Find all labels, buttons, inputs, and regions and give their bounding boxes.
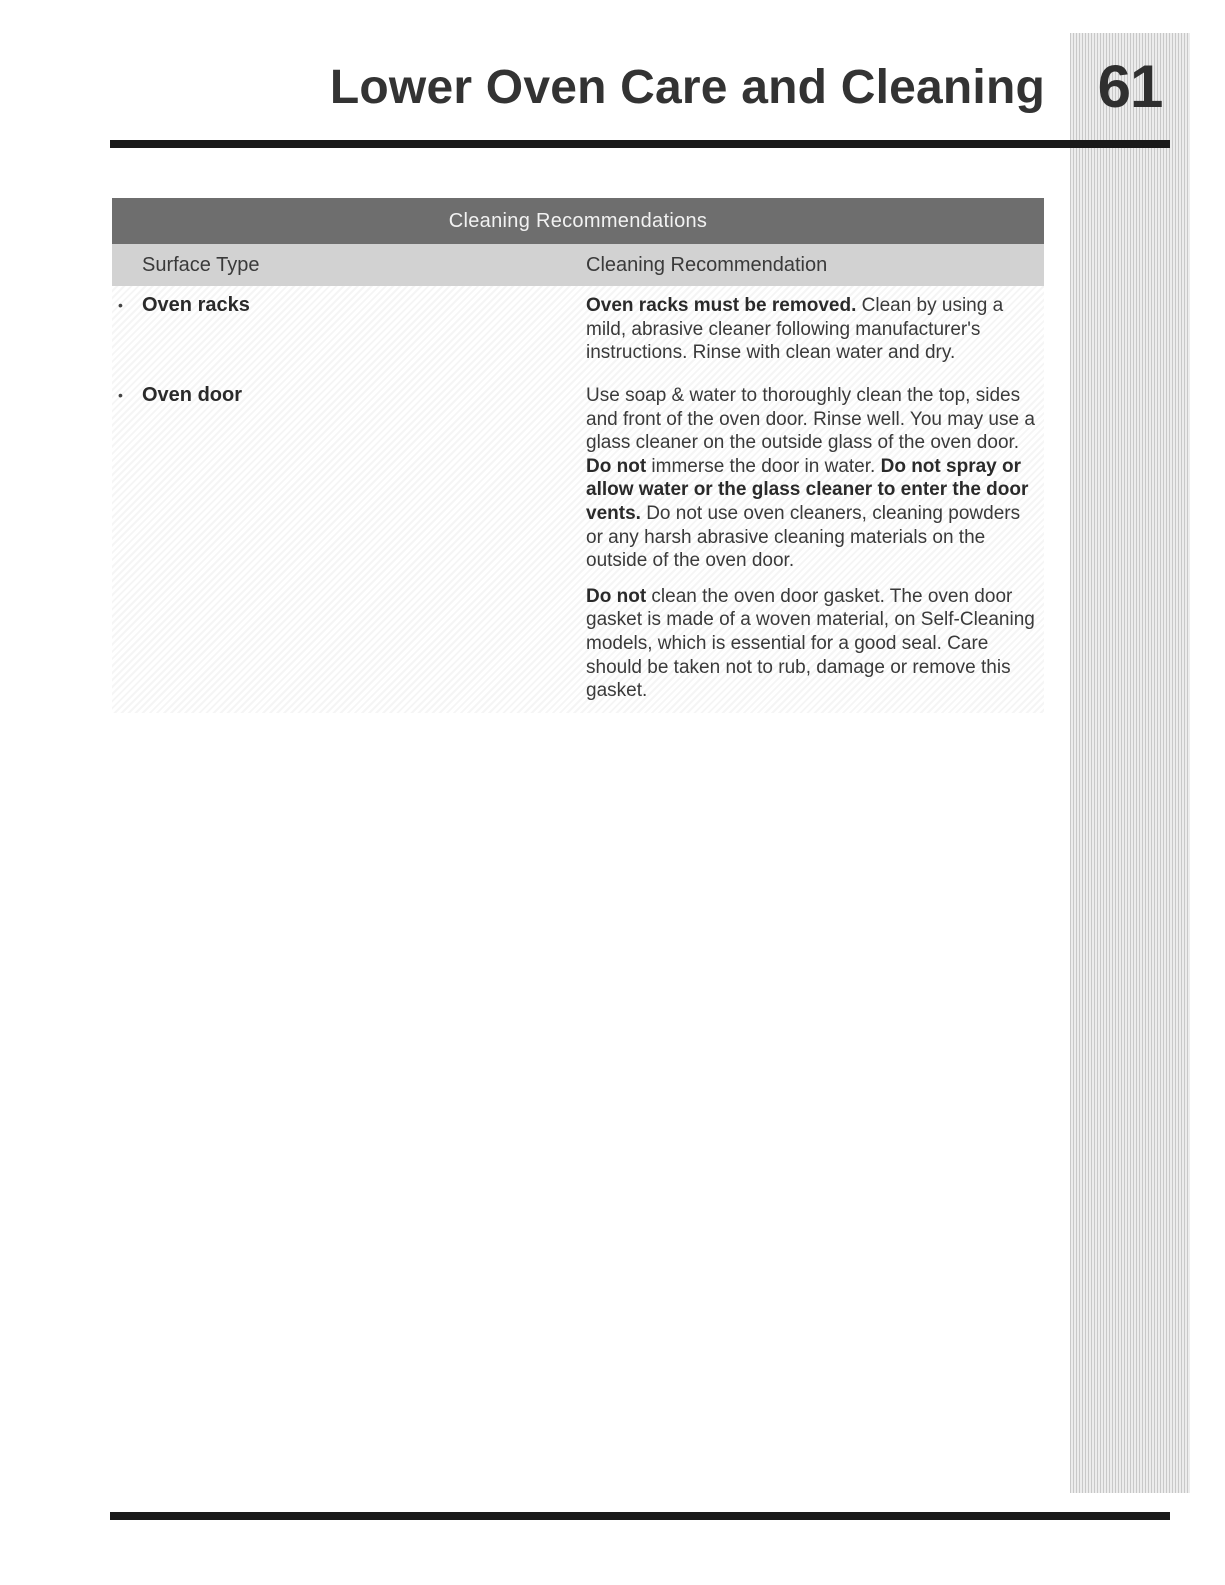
recommendation-paragraph: Do not clean the oven door gasket. The oven door gasket is made of a woven material, on Self-Cleaning models, which is essential for a good seal. Care should be taken not to rub, damage or remove this gasket. <box>586 585 1035 702</box>
recommendation-cell <box>586 384 1036 715</box>
header-surface-type: Surface Type <box>142 254 260 276</box>
bullet-icon: • <box>118 387 123 403</box>
table-title <box>112 198 1044 244</box>
bold-text: Do not spray or allow water or the glass cleaner to enter the door vents. <box>586 455 1029 524</box>
page-number: 61 <box>1097 52 1163 120</box>
recommendation-cell <box>586 294 1036 377</box>
surface-type-cell: Oven door <box>142 384 243 406</box>
table-title-text: Cleaning Recommendations <box>448 209 708 232</box>
table-row-oven-racks <box>112 292 1044 376</box>
table-header-row <box>112 244 1044 286</box>
recommendation-paragraph: Use soap & water to thoroughly clean the top, sides and front of the oven door. Rinse well. You may use a glass cleaner on the outside glass of the oven door. Do not immerse the door in water. Do not spray or allow water or the glass cleaner to enter the door vents. Do not use oven cleaners, cleaning powders or any harsh abrasive cleaning materials on the outside of the oven door. <box>586 385 1035 572</box>
page-title: Lower Oven Care and Cleaning <box>329 61 1045 114</box>
bullet-icon: • <box>118 297 123 313</box>
bottom-rule <box>110 1512 1170 1520</box>
bold-text: Do not <box>586 455 647 477</box>
recommendation-paragraph: Oven racks must be removed. Clean by using a mild, abrasive cleaner following manufacturer's instructions. Rinse with clean water and dry. <box>586 295 1004 364</box>
top-rule <box>110 140 1170 148</box>
table-row-oven-door <box>112 382 1044 712</box>
cleaning-table <box>112 198 1044 713</box>
bold-text: Do not <box>586 585 647 607</box>
header-cleaning-recommendation: Cleaning Recommendation <box>586 254 828 276</box>
surface-type-cell: Oven racks <box>142 294 250 316</box>
side-tab-band <box>1070 33 1190 1493</box>
page-number-tab <box>1070 33 1190 139</box>
bold-text: Oven racks must be removed. <box>586 295 857 316</box>
